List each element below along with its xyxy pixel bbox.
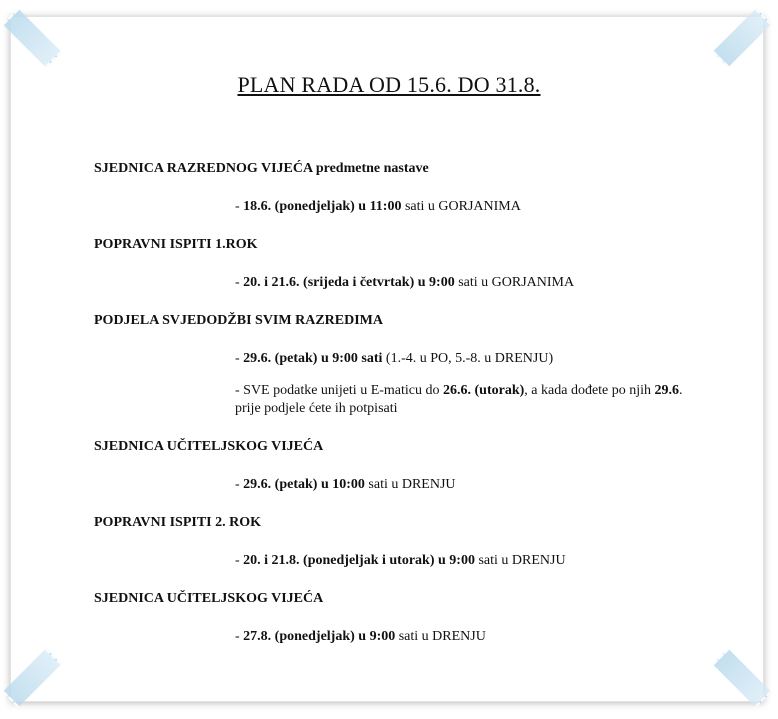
section-heading: POPRAVNI ISPITI 2. ROK [94,515,261,530]
section-detail: - 29.6. (petak) u 10:00 sati u DRENJU [235,477,456,492]
plan-content [94,160,714,646]
section-detail: - 18.6. (ponedjeljak) u 11:00 sati u GORJANIMA [235,199,521,214]
section-note: - SVE podatke unijeti u E-maticu do 26.6. (utorak), a kada dođete po njih 29.6. prije podjele ćete ih potpisati [235,383,683,416]
section-detail: - 27.8. (ponedjeljak) u 9:00 sati u DRENJU [235,629,486,644]
page-title: PLAN RADA OD 15.6. DO 31.8. [237,72,541,97]
section-heading: SJEDNICA UČITELJSKOG VIJEĆA [94,439,324,454]
section-heading: PODJELA SVJEDODŽBI SVIM RAZREDIMA [94,313,383,328]
tape-bottom-right [712,648,771,707]
tape-bottom-left [2,648,61,707]
section-detail: - 20. i 21.8. (ponedjeljak i utorak) u 9:00 sati u DRENJU [235,553,566,568]
section-detail: - 20. i 21.6. (srijeda i četvrtak) u 9:00 sati u GORJANIMA [235,275,575,290]
tape-top-right [712,8,771,67]
section-detail: - 29.6. (petak) u 9:00 sati (1.-4. u PO, 5.-8. u DRENJU) [235,351,554,366]
section-heading: SJEDNICA UČITELJSKOG VIJEĆA [94,591,324,606]
section-heading: POPRAVNI ISPITI 1.ROK [94,237,258,252]
section-heading: SJEDNICA RAZREDNOG VIJEĆA predmetne nastave [94,161,429,176]
tape-top-left [2,8,61,67]
